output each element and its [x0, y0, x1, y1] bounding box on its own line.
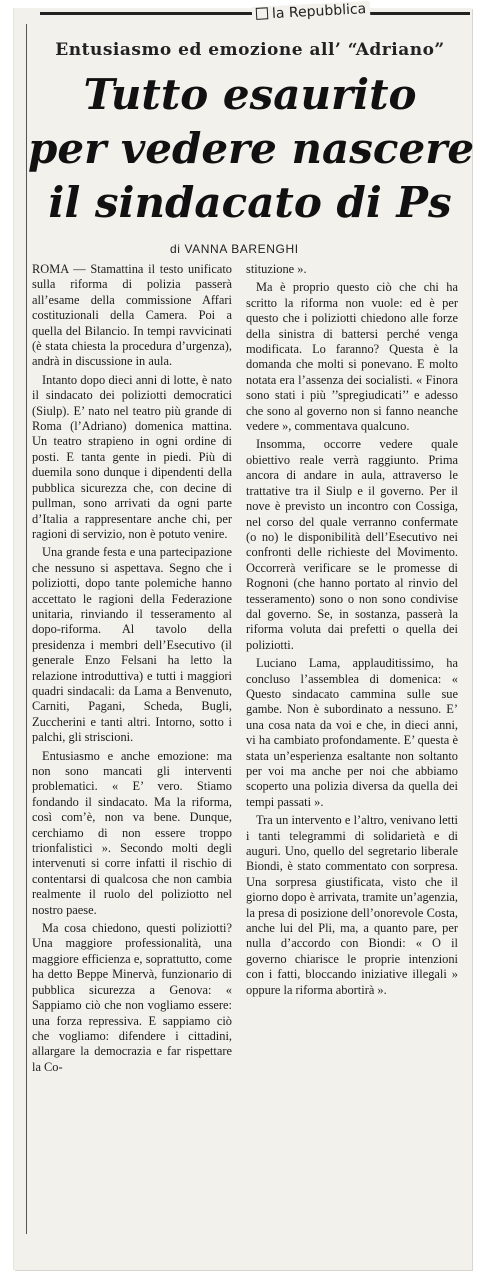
column-rule: [26, 24, 27, 1234]
byline: di VANNA BARENGHI: [170, 242, 299, 256]
article-column-right: [246, 262, 458, 1001]
paragraph: Ma è proprio questo ciò che chi ha scritto la riforma non vuole: ed è per questo che i poliziotti chiedono alle forze della sinistra di battersi perché venga modificata. Lo faranno? Questa è la domanda che molti si ponevano. E molto notata era l’assenza dei socialisti. « Finora sono stati i più ’’spregiudicati’’ e adesso che sono al governo non si fanno neanche vedere », commentava qualcuno.: [246, 280, 458, 434]
headline-line-1: Tutto esaurito: [83, 70, 417, 119]
paragraph: Ma cosa chiedono, questi poliziotti? Una maggiore professionalità, una maggiore efficienza e, soprattutto, come ha detto Beppe Minervà, funzionario di pubblica sicurezza a Genova: « Sappiamo ciò che non vogliamo essere: una forza repressiva. E sappiamo ciò che vogliamo: difendere i cittadini, allargare la democrazia e far rispettare la Co-: [32, 921, 232, 1074]
headline-line-2: per vedere nascere: [28, 124, 475, 173]
headline-line-3: il sindacato di Ps: [48, 178, 452, 227]
paragraph: Entusiasmo e anche emozione: ma non sono mancati gli interventi problematici. « E’ vero. Stiamo fondando il sindacato. Ma la riforma, così com’è, non va bene. Dunque, cerchiamo di non essere troppo trionfalistici ». Secondo molti degli intervenuti si corre infatti il rischio di contentarsi di qualcosa che non cambia realmente il ruolo del poliziotto nel nostro paese.: [32, 748, 232, 917]
article-column-left: [32, 262, 232, 1078]
source-name: la Repubblica: [271, 1, 367, 23]
paragraph: Insomma, occorre vedere quale obiettivo reale verrà raggiunto. Prima ancora di andare in aula, attraverso le trattative tra il Siulp e il governo. Per il nove è previsto un incontro con Cossiga, nel corso del quale verranno confermate (o no) le disponibilità dell’Esecutivo nei confronti delle richieste del Movimento. Occorrerà verificare se le promesse di Rognoni (che hanno portato al rinvio del tesseramento) sono o non sono condivise dal governo. Se, in sostanza, passerà la riforma voluta dai prefetti o quella dei poliziotti.: [246, 437, 458, 652]
paragraph: Tra un intervento e l’altro, venivano letti i tanti telegrammi di solidarietà e di auguri. Uno, quello del segretario liberale Biondi, è stato commentato con sorpresa. Una sorpresa giustificata, visto che il giorno dopo è arrivata, tramite un’agenzia, la presa di posizione dell’onorevole Costa, anche lui del Pli, ma, a quanto pare, per nulla d’accordo con Biondi: « O il governo chiarisce le proprie intenzioni con i fatti, bloccando iniziative illegali » oppure la riforma abortirà ».: [246, 813, 458, 997]
paragraph: Intanto dopo dieci anni di lotte, è nato il sindacato dei poliziotti democratici (Siulp). E’ nato nel teatro più grande di Roma (l’Adriano) domenica mattina. Un teatro strapieno in ogni ordine di posti. E tanta gente in piedi. Più di duemila sono dunque i dipendenti della pubblica sicurezza che, con decine di pullman, sono arrivati da ogni parte d’Italia a rappresentare anche chi, per ragioni di servizio, non è potuto venire.: [32, 372, 232, 541]
paragraph: ROMA — Stamattina il testo unificato sulla riforma di polizia passerà all’esame della commissione Affari costituzionali della Camera. Poi a quella del Bilancio. In tempi ravvicinati (è stata chiesta la procedura d’urgenza), andrà in discussione in aula.: [32, 262, 232, 369]
checkbox-icon: [256, 7, 269, 20]
headline: [28, 68, 475, 230]
paragraph: Una grande festa e una partecipazione che nessuno si aspettava. Segno che i poliziotti, dopo tante polemiche hanno accettato le ragioni della Federazione unitaria, rinviando il tesseramento al dopo-riforma. Al tavolo della presidenza i membri dell’Esecutivo (il generale Enzo Felsani ha letto la relazione introduttiva) e tutti i maggiori quadri sindacali: da Lama a Benvenuto, Carniti, Pagani, Scheda, Bugli, Zuccherini e tanti altri. Intorno, sotto i palchi, gli striscioni.: [32, 545, 232, 745]
paragraph: Luciano Lama, applauditissimo, ha concluso l’assemblea di domenica: « Questo sindacato cammina sulle sue gambe. Non è subordinato a nessuno. E’ una cosa nata da voi e che, in dieci anni, vi ha cambiato profondamente. E’ questa è stata un’esperienza esaltante non soltanto per voi ma anche per noi che abbiamo scoperto una polizia diversa da quella dei tempi passati ».: [246, 656, 458, 809]
paragraph: stituzione ».: [246, 262, 307, 276]
kicker: Entusiasmo ed emozione all’ “Adriano”: [55, 40, 445, 60]
